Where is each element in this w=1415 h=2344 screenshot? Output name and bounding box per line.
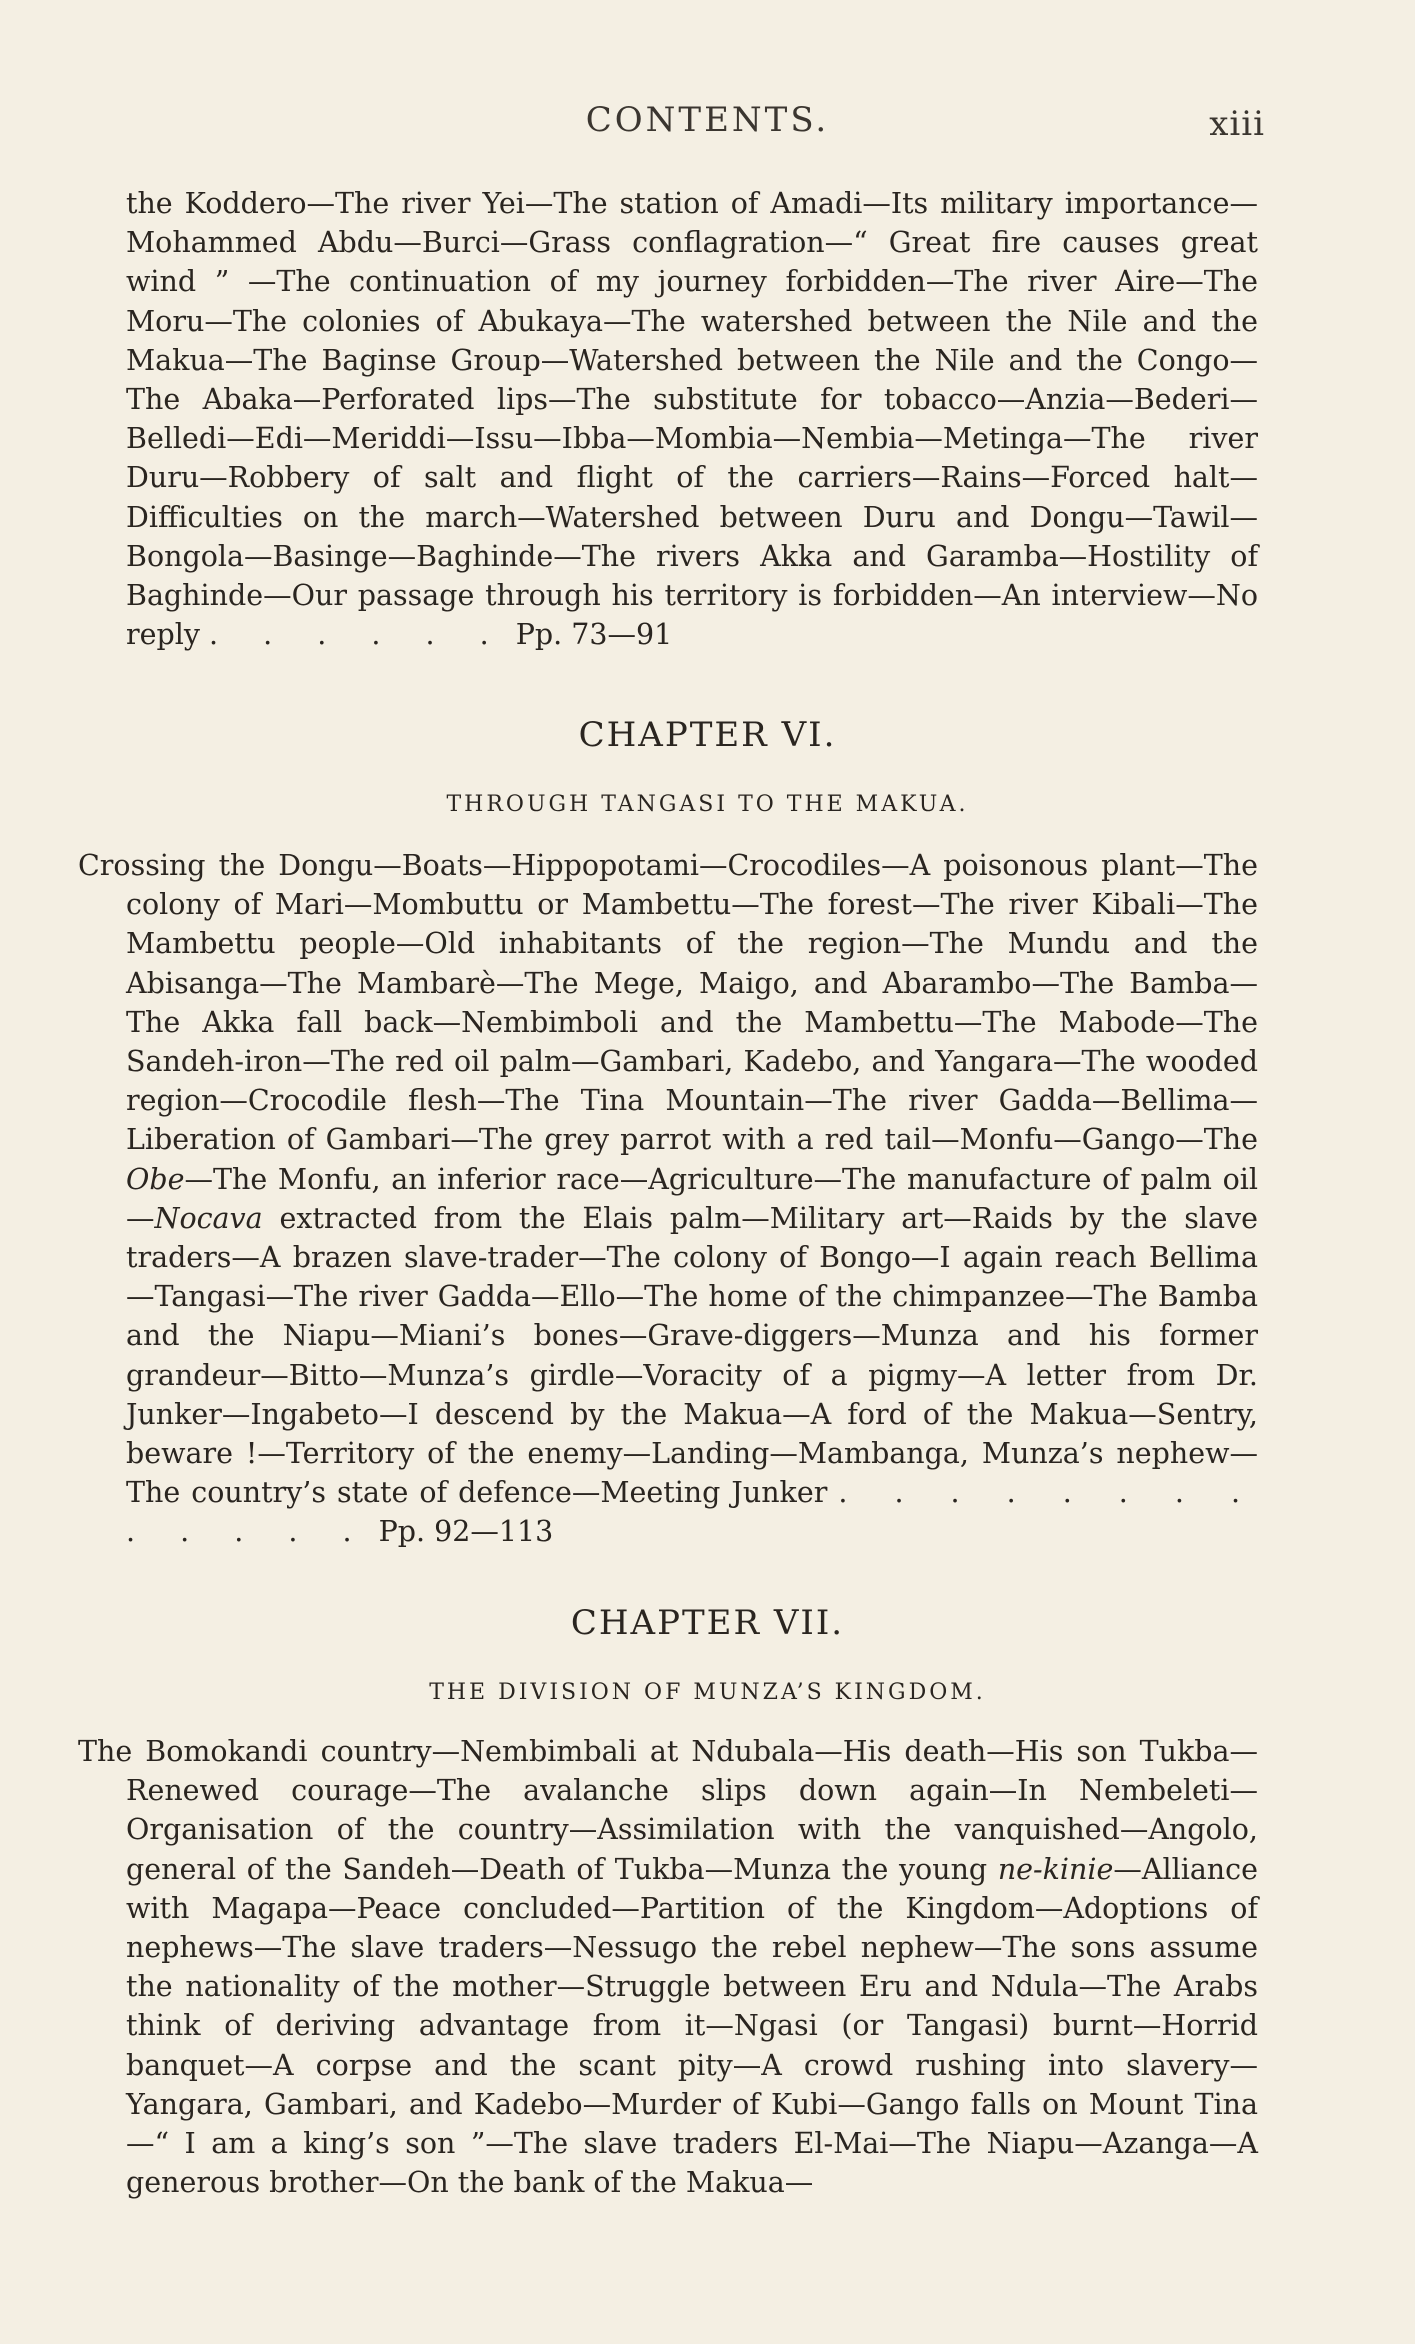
chapter7-subtitle: THE DIVISION OF MUNZA’S KINGDOM. xyxy=(429,1680,986,1705)
chapter6-text-a: Crossing the Dongu—Boats—Hippopotami—Crocodiles—A poisonous plant—The colony of Mari—Mombuttu or Mambettu—The forest—The river Kibali—The Mambettu people—Old inhabitants of the region—The Mundu and the Abisanga—The Mambarè—The Mege, Maigo, and Abarambo—The Bamba—The Akka fall back—Nembimboli and the Mambettu—The Mabode—The Sandeh-iron—The red oil palm—Gambari, Kadebo, and Yangara—The wooded region—Crocodile flesh—The Tina Mountain—The river Gadda—Bellima—Liberation of Gambari—The grey parrot with a red tail—Monfu—Gango—The xyxy=(78,849,1258,1157)
chapter6-text-b: —The Monfu, an inferior race—Agriculture—The manufacture of palm oil— xyxy=(126,1162,1258,1235)
chapter7-text-b: —Alliance with Magapa—Peace concluded—Partition of the Kingdom—Adoptions of nephews—The slave traders—Nessugo the rebel nephew—The sons assume the nationality of the mother—Struggle between Eru and Ndula—The Arabs think of deriving advantage from it—Ngasi (or Tangasi) burnt—Horrid banquet—A corpse and the scant pity—A crowd rushing into slavery—Yangara, Gambari, and Kadebo—Murder of Kubi—Gango falls on Mount Tina—“ I am a king’s son ”—The slave traders El-Mai—The Niapu—Azanga—A generous brother—On the bank of the Makua— xyxy=(126,1852,1258,2200)
chapter6-leaders: . . . . . . . . . . . . . xyxy=(126,1476,1258,1549)
chapter5-leaders: . . . . . . xyxy=(209,618,507,652)
chapter6-summary xyxy=(78,846,1258,1552)
chapter6-subtitle: THROUGH TANGASI TO THE MAKUA. xyxy=(446,792,969,817)
chapter5-continuation xyxy=(78,184,1258,654)
chapter5-pages: Pp. 73—91 xyxy=(515,618,673,652)
chapter7-text-a: The Bomokandi country—Nembimbali at Ndubala—His death—His son Tukba—Renewed courage—The avalanche slips down again—In Nembeleti—Organisation of the country—Assimilation with the vanquished—Angolo, general of the Sandeh—Death of Tukba—Munza the young xyxy=(78,1735,1258,1886)
chapter7-summary xyxy=(78,1732,1258,2202)
chapter6-text-obe: Obe xyxy=(126,1162,185,1196)
running-title: CONTENTS. xyxy=(585,100,830,140)
page-number: xiii xyxy=(1209,104,1265,144)
chapter7-heading: CHAPTER VII. xyxy=(570,1603,845,1643)
running-head xyxy=(0,100,1415,150)
chapter5-text: the Koddero—The river Yei—The station of Amadi—Its military importance—Mohammed Abdu—Burci—Grass conflagration—“ Great fire causes great wind ” —The continuation of my journey forbidden—The river Aire—The Moru—The colonies of Abukaya—The watershed between the Nile and the Makua—The Baginse Group—Watershed between the Nile and the Congo—The Abaka—Perforated lips—The substitute for tobacco—Anzia—Bederi—Belledi—Edi—Meriddi—Issu—Ibba—Mombia—Nembia—Metinga—The river Duru—Robbery of salt and flight of the carriers—Rains—Forced halt—Difficulties on the march—Watershed between Duru and Dongu—Tawil—Bongola—Basinge—Baghinde—The rivers Akka and Garamba—Hostility of Baghinde—Our passage through his territory is forbidden—An interview—No reply xyxy=(126,187,1258,652)
chapter7-text-nekinie: ne-kinie xyxy=(997,1852,1114,1886)
chapter6-heading: CHAPTER VI. xyxy=(578,715,837,755)
chapter6-text-nocava: Nocava xyxy=(154,1201,263,1235)
chapter6-text-c: extracted from the Elais palm—Military art—Raids by the slave traders—A brazen slave-trader—The colony of Bongo—I again reach Bellima—Tangasi—The river Gadda—Ello—The home of the chimpanzee—The Bamba and the Niapu—Miani’s bones—Grave-diggers—Munza and his former grandeur—Bitto—Munza’s girdle—Voracity of a pigmy—A letter from Dr. Junker—Ingabeto—I descend by the Makua—A ford of the Makua—Sentry, beware !—Territory of the enemy—Landing—Mambanga, Munza’s nephew—The country’s state of defence—Meeting Junker xyxy=(126,1201,1258,1510)
chapter6-pages: Pp. 92—113 xyxy=(378,1515,554,1549)
